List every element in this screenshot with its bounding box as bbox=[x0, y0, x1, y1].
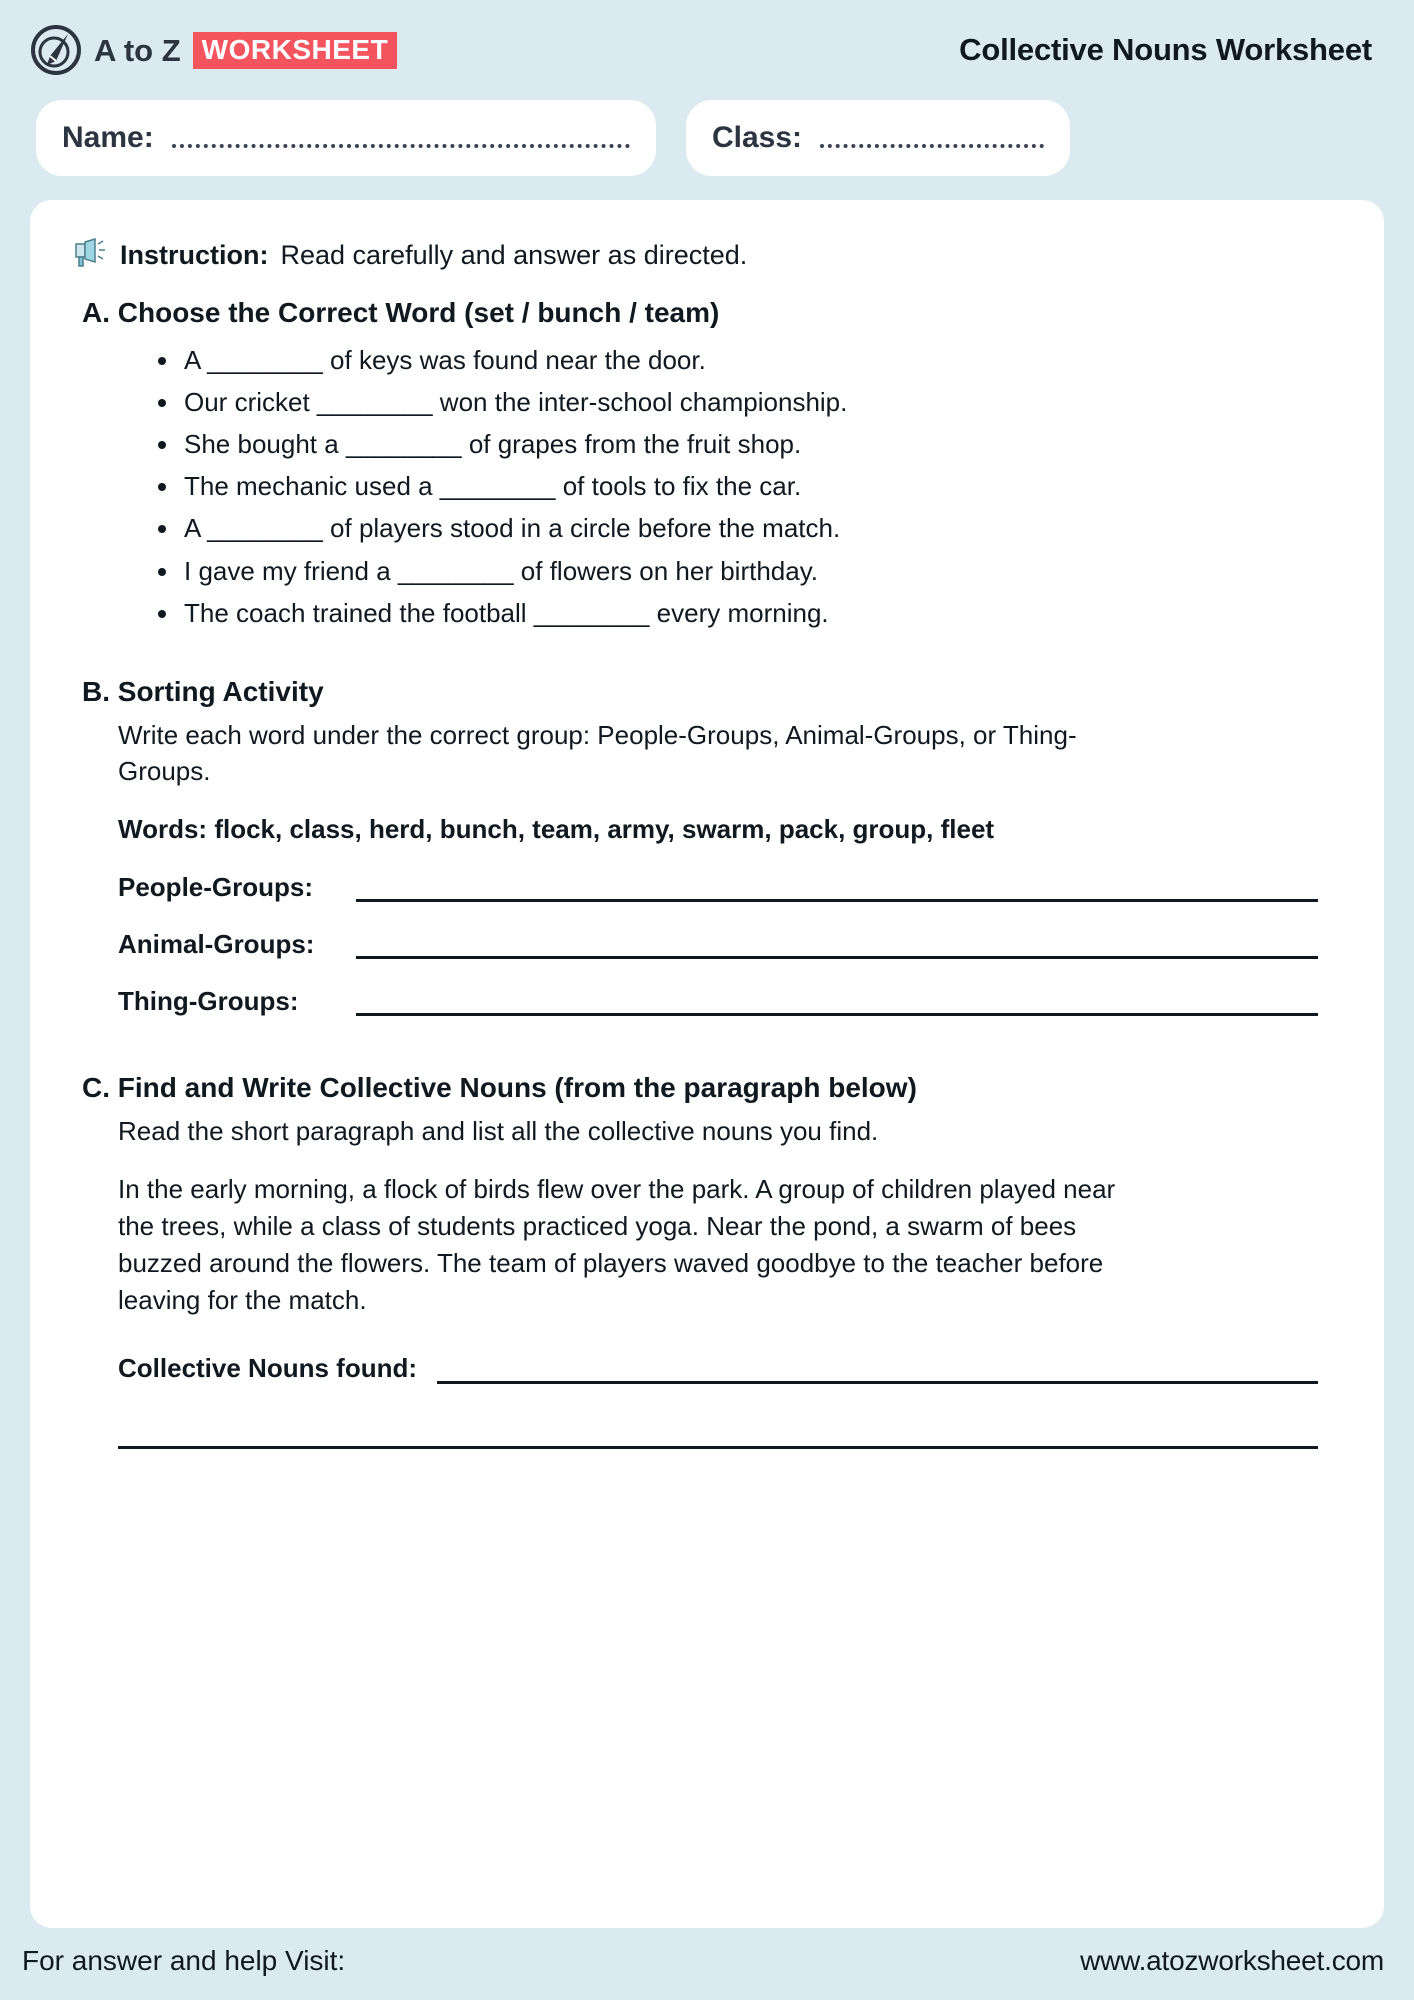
page-footer bbox=[0, 1928, 1414, 2000]
thing-groups-label: Thing-Groups: bbox=[118, 985, 299, 1016]
people-groups-row bbox=[118, 871, 1340, 902]
student-info-row bbox=[0, 100, 1414, 186]
section-b-heading: B. Sorting Activity bbox=[82, 675, 324, 707]
worksheet-card bbox=[30, 200, 1384, 1928]
thing-groups-input[interactable] bbox=[356, 985, 1318, 1016]
people-groups-label: People-Groups: bbox=[118, 871, 314, 902]
section-c-paragraph: In the early morning, a flock of birds flew over the park. A group of children played near the trees, while a class of students practiced yoga. Near the pond, a swarm of bees buzzed around the flowers. The team of players waved goodbye to the teacher before leaving for the match. bbox=[118, 1174, 1116, 1316]
name-field-box[interactable] bbox=[36, 100, 656, 176]
list-item: The mechanic used a ________ of tools to fix the car. bbox=[74, 465, 1340, 507]
section-a-question-list bbox=[74, 339, 1340, 634]
instruction-text: Read carefully and answer as directed. bbox=[280, 240, 748, 270]
class-input[interactable] bbox=[820, 128, 1044, 148]
section-c bbox=[74, 1072, 1340, 1450]
people-groups-input[interactable] bbox=[356, 871, 1318, 902]
page-title: Collective Nouns Worksheet bbox=[959, 32, 1372, 67]
list-item: I gave my friend a ________ of flowers on her birthday. bbox=[74, 550, 1340, 592]
name-label: Name: bbox=[62, 121, 154, 154]
pen-circle-logo-icon bbox=[30, 24, 82, 76]
section-b bbox=[74, 676, 1340, 1016]
animal-groups-row bbox=[118, 928, 1340, 959]
section-c-instruction: Read the short paragraph and list all the collective nouns you find. bbox=[118, 1115, 879, 1146]
animal-groups-label: Animal-Groups: bbox=[118, 928, 315, 959]
list-item: A ________ of players stood in a circle before the match. bbox=[74, 507, 1340, 549]
name-input[interactable] bbox=[172, 128, 630, 148]
list-item: A ________ of keys was found near the door. bbox=[74, 339, 1340, 381]
list-item: The coach trained the football ________ every morning. bbox=[74, 592, 1340, 634]
words-list: flock, class, herd, bunch, team, army, swarm, pack, group, fleet bbox=[214, 813, 995, 844]
footer-left-text: For answer and help Visit: bbox=[22, 1945, 346, 1976]
collective-nouns-found-input[interactable] bbox=[437, 1355, 1318, 1384]
section-b-instruction: Write each word under the correct group: People-Groups, Animal-Groups, or Thing-Groups. bbox=[118, 719, 1077, 786]
section-c-heading: C. Find and Write Collective Nouns (from the paragraph below) bbox=[82, 1071, 917, 1103]
section-a-heading: A. Choose the Correct Word (set / bunch / team) bbox=[82, 297, 720, 328]
class-label: Class: bbox=[712, 121, 803, 154]
collective-nouns-found-input-second-line[interactable] bbox=[118, 1444, 1318, 1449]
page-header bbox=[0, 0, 1414, 100]
list-item: She bought a ________ of grapes from the fruit shop. bbox=[74, 423, 1340, 465]
instruction-label: Instruction: bbox=[120, 240, 269, 270]
words-label: Words: bbox=[118, 813, 208, 844]
section-a bbox=[74, 297, 1340, 634]
footer-website-link[interactable]: www.atozworksheet.com bbox=[1080, 1945, 1384, 1976]
collective-nouns-found-label: Collective Nouns found: bbox=[118, 1353, 417, 1384]
list-item: Our cricket ________ won the inter-school championship. bbox=[74, 381, 1340, 423]
instruction-row bbox=[74, 234, 1340, 271]
animal-groups-input[interactable] bbox=[356, 928, 1318, 959]
megaphone-icon bbox=[74, 238, 108, 268]
brand-tag: WORKSHEET bbox=[193, 32, 398, 69]
class-field-box[interactable] bbox=[686, 100, 1070, 176]
collective-nouns-found-row bbox=[118, 1353, 1340, 1384]
brand-logo bbox=[30, 24, 397, 76]
section-b-words-row bbox=[118, 814, 1340, 845]
thing-groups-row bbox=[118, 985, 1340, 1016]
brand-name: A to Z bbox=[94, 32, 181, 68]
